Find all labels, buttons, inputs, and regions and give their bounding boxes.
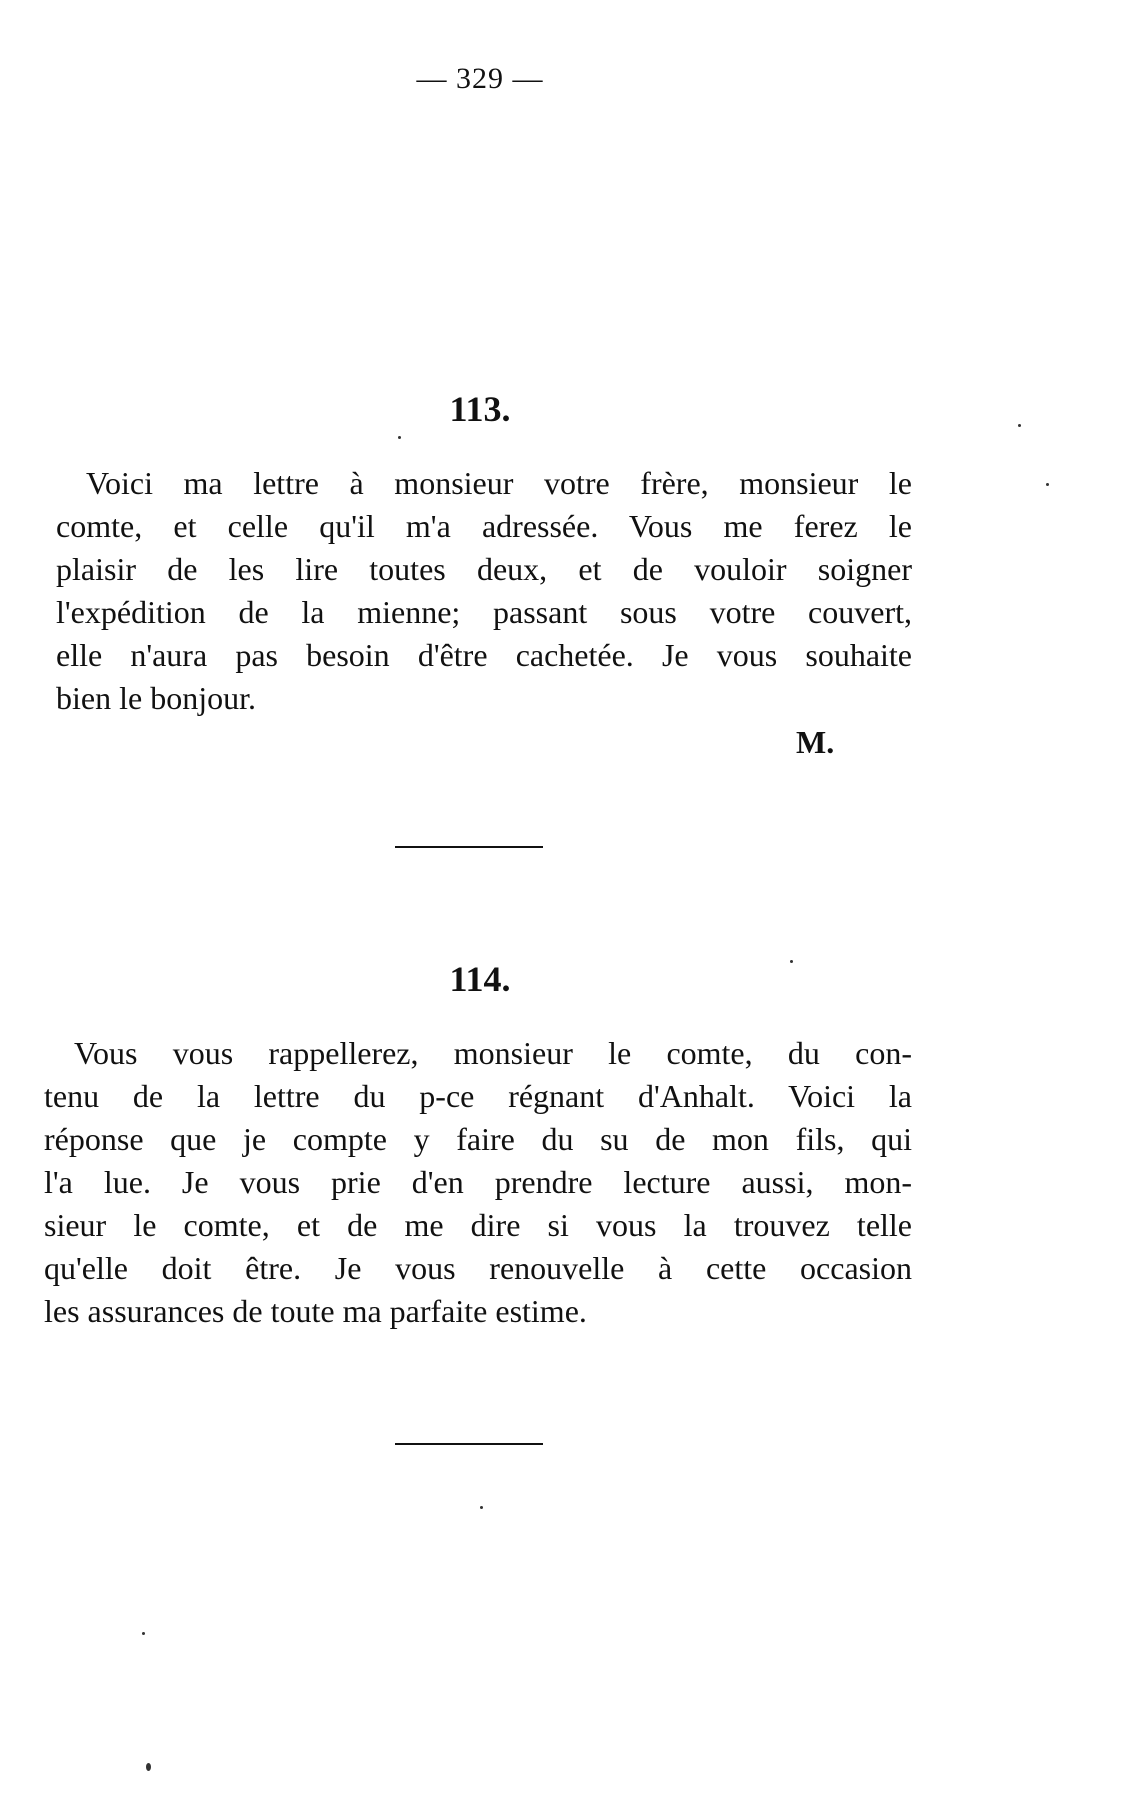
scan-speck xyxy=(1018,424,1021,427)
letter-114-number: 114. xyxy=(449,959,511,999)
letter-114-line: qu'elle doit être. Je vous renouvelle à cette occasion xyxy=(44,1250,912,1286)
scan-speck xyxy=(398,436,401,439)
scan-speck xyxy=(142,1632,145,1635)
letter-114-line: réponse que je compte y faire du su de mon fils, qui xyxy=(44,1121,912,1157)
letter-113-line: plaisir de les lire toutes deux, et de vouloir soigner xyxy=(56,551,912,587)
letter-114-line: les assurances de toute ma parfaite estime. xyxy=(44,1293,587,1329)
letter-114-body xyxy=(44,1032,912,1333)
letter-113-signature: M. xyxy=(796,724,835,760)
page-number: — 329 — xyxy=(416,62,544,95)
letter-114-line: tenu de la lettre du p-ce régnant d'Anhalt. Voici la xyxy=(44,1078,912,1114)
scan-speck xyxy=(790,960,793,963)
letter-113-number: 113. xyxy=(449,389,511,429)
scan-speck xyxy=(480,1506,483,1509)
letter-113-body xyxy=(56,462,912,720)
letter-113-line: Voici ma lettre à monsieur votre frère, monsieur le xyxy=(86,465,912,501)
scan-speck xyxy=(1046,483,1049,486)
letter-113-line: comte, et celle qu'il m'a adressée. Vous me ferez le xyxy=(56,508,912,544)
letter-114-line: Vous vous rappellerez, monsieur le comte, du con- xyxy=(74,1035,912,1071)
separator-rule xyxy=(395,1443,543,1445)
letter-113-line: elle n'aura pas besoin d'être cachetée. Je vous souhaite xyxy=(56,637,912,673)
separator-rule xyxy=(395,846,543,848)
letter-113-line: l'expédition de la mienne; passant sous votre couvert, xyxy=(56,594,912,630)
letter-114-line: sieur le comte, et de me dire si vous la trouvez telle xyxy=(44,1207,912,1243)
letter-113-line: bien le bonjour. xyxy=(56,680,256,716)
letter-114-line: l'a lue. Je vous prie d'en prendre lecture aussi, mon- xyxy=(44,1164,912,1200)
scan-speck xyxy=(146,1763,151,1771)
